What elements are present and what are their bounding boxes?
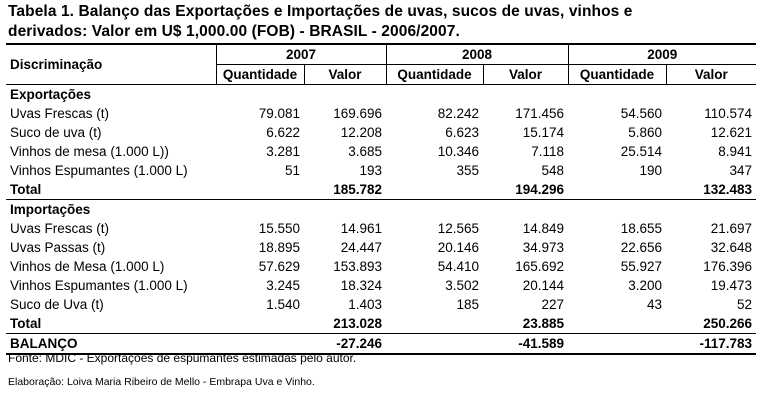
value-cell: 21.697 xyxy=(710,221,753,236)
table-body xyxy=(6,85,756,355)
value-cell: 165.692 xyxy=(515,259,565,274)
value-cell: 250.266 xyxy=(666,314,756,334)
year-header-2009: 2009 xyxy=(568,44,756,65)
value-cell: 43 xyxy=(647,297,663,312)
sub-header-quantidade: Quantidade xyxy=(568,65,666,85)
value-cell xyxy=(568,334,666,355)
table-row xyxy=(6,142,756,161)
value-cell: 57.629 xyxy=(258,259,300,274)
value-cell xyxy=(568,314,666,334)
value-cell xyxy=(386,334,483,355)
value-cell: -117.783 xyxy=(666,334,756,355)
value-cell: 15.174 xyxy=(522,125,565,140)
table-row xyxy=(6,219,756,238)
value-cell: 1.540 xyxy=(266,297,300,312)
value-cell: 3.685 xyxy=(348,144,383,159)
value-cell: 18.324 xyxy=(340,278,383,293)
row-label: Vinhos Espumantes (1.000 L) xyxy=(10,163,188,178)
header-row-years xyxy=(6,44,756,65)
row-label: Uvas Frescas (t) xyxy=(10,106,110,121)
value-cell: 79.081 xyxy=(258,106,300,121)
value-cell: 171.456 xyxy=(515,106,565,121)
section-header-row xyxy=(6,85,756,105)
value-cell: 227 xyxy=(541,297,565,312)
value-cell: 51 xyxy=(284,163,300,178)
value-cell: 20.146 xyxy=(437,240,480,255)
value-cell: 52 xyxy=(737,297,753,312)
value-cell: -27.246 xyxy=(304,334,386,355)
year-header-2007: 2007 xyxy=(216,44,386,65)
value-cell: 3.281 xyxy=(266,144,300,159)
value-cell xyxy=(216,314,304,334)
value-cell: -41.589 xyxy=(483,334,568,355)
value-cell: 1.403 xyxy=(348,297,383,312)
value-cell xyxy=(216,180,304,200)
value-cell xyxy=(386,180,483,200)
section-header-row xyxy=(6,200,756,220)
value-cell: 10.346 xyxy=(437,144,480,159)
value-cell: 23.885 xyxy=(483,314,568,334)
value-cell: 5.860 xyxy=(628,125,663,140)
table-row xyxy=(6,257,756,276)
table-row xyxy=(6,276,756,295)
value-cell: 169.696 xyxy=(333,106,383,121)
author-note: Elaboração: Loiva Maria Ribeiro de Mello - Embrapa Uva e Vinho. xyxy=(8,376,315,388)
row-label: Suco de Uva (t) xyxy=(10,297,104,312)
sub-header-valor: Valor xyxy=(304,65,386,85)
value-cell: 185.782 xyxy=(304,180,386,200)
source-note: Fonte: MDIC - Exportações de espumantes estimadas pelo autor. xyxy=(8,351,357,365)
value-cell: 20.144 xyxy=(522,278,565,293)
table-row xyxy=(6,295,756,314)
value-cell: 3.200 xyxy=(628,278,663,293)
value-cell: 3.245 xyxy=(266,278,300,293)
sub-header-valor: Valor xyxy=(483,65,568,85)
value-cell: 22.656 xyxy=(620,240,663,255)
title-line-2: derivados: Valor em U$ 1,000.00 (FOB) - BRASIL - 2006/2007. xyxy=(8,23,460,40)
value-cell: 18.895 xyxy=(258,240,300,255)
value-cell: 193 xyxy=(359,163,383,178)
section-title: Exportações xyxy=(10,87,92,102)
row-label: Total xyxy=(6,314,216,334)
value-cell: 24.447 xyxy=(340,240,383,255)
value-cell: 6.622 xyxy=(266,125,300,140)
value-cell: 82.242 xyxy=(437,106,480,121)
table-row xyxy=(6,161,756,180)
sub-header-valor: Valor xyxy=(666,65,756,85)
value-cell: 18.655 xyxy=(620,221,663,236)
value-cell: 548 xyxy=(541,163,565,178)
value-cell: 153.893 xyxy=(333,259,383,274)
value-cell: 34.973 xyxy=(522,240,565,255)
value-cell: 3.502 xyxy=(445,278,480,293)
value-cell xyxy=(568,180,666,200)
value-cell: 7.118 xyxy=(531,144,565,159)
value-cell: 32.648 xyxy=(710,240,753,255)
balance-table xyxy=(6,43,756,355)
row-label: Suco de uva (t) xyxy=(10,125,102,140)
total-row xyxy=(6,180,756,200)
value-cell: 12.565 xyxy=(437,221,480,236)
section-title: Importações xyxy=(10,202,91,217)
value-cell: 14.961 xyxy=(340,221,383,236)
discriminacao-header: Discriminação xyxy=(6,44,216,85)
value-cell: 12.208 xyxy=(340,125,383,140)
value-cell: 54.410 xyxy=(437,259,480,274)
row-label: Uvas Frescas (t) xyxy=(10,221,110,236)
value-cell: 194.296 xyxy=(483,180,568,200)
table-row xyxy=(6,104,756,123)
value-cell: 8.941 xyxy=(718,144,753,159)
value-cell: 110.574 xyxy=(704,106,753,121)
total-row xyxy=(6,314,756,334)
value-cell: 6.623 xyxy=(445,125,480,140)
value-cell xyxy=(386,314,483,334)
title-line-1: Tabela 1. Balanço das Exportações e Importações de uvas, sucos de uvas, vinhos e xyxy=(8,3,633,20)
value-cell: 14.849 xyxy=(522,221,565,236)
value-cell: 132.483 xyxy=(666,180,756,200)
year-header-2008: 2008 xyxy=(386,44,568,65)
sub-header-quantidade: Quantidade xyxy=(386,65,483,85)
value-cell: 176.396 xyxy=(703,259,753,274)
table-row xyxy=(6,123,756,142)
row-label: BALANÇO xyxy=(6,334,216,355)
value-cell: 25.514 xyxy=(620,144,663,159)
row-label: Vinhos de mesa (1.000 L)) xyxy=(10,144,169,159)
row-label: Vinhos Espumantes (1.000 L) xyxy=(10,278,188,293)
value-cell: 55.927 xyxy=(620,259,663,274)
value-cell: 19.473 xyxy=(710,278,753,293)
value-cell: 347 xyxy=(729,163,753,178)
value-cell: 15.550 xyxy=(258,221,300,236)
value-cell: 190 xyxy=(639,163,663,178)
value-cell: 54.560 xyxy=(620,106,663,121)
sub-header-quantidade: Quantidade xyxy=(216,65,304,85)
value-cell: 12.621 xyxy=(710,125,753,140)
value-cell: 355 xyxy=(456,163,480,178)
row-label: Vinhos de Mesa (1.000 L) xyxy=(10,259,165,274)
value-cell: 213.028 xyxy=(304,314,386,334)
row-label: Uvas Passas (t) xyxy=(10,240,106,255)
row-label: Total xyxy=(6,180,216,200)
table-title xyxy=(8,2,758,42)
value-cell: 185 xyxy=(456,297,480,312)
table-row xyxy=(6,238,756,257)
